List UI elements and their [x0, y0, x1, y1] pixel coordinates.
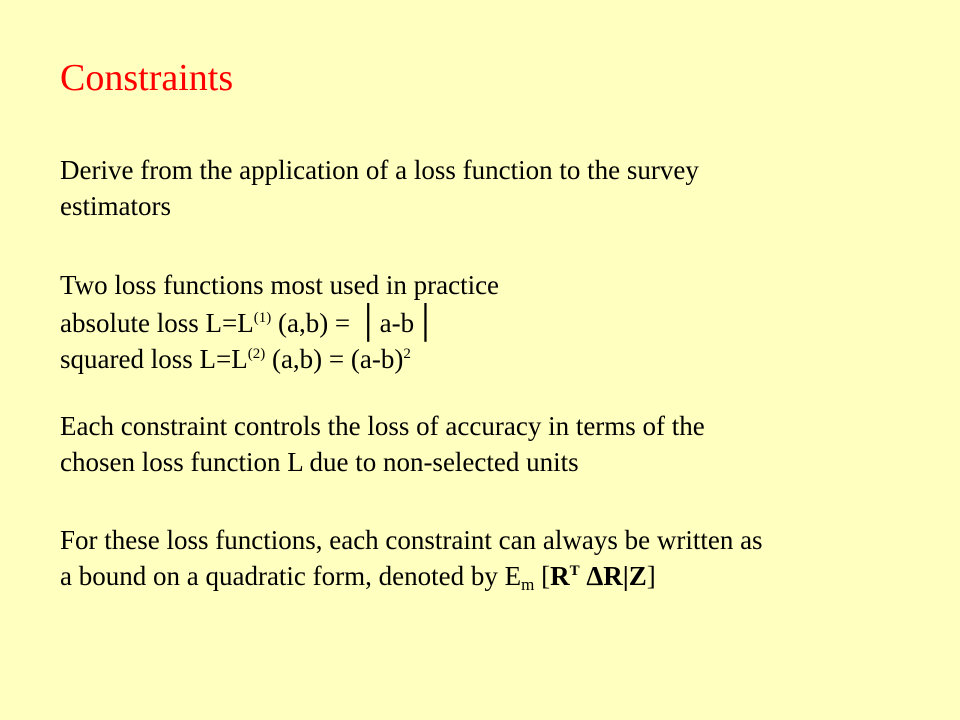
- squared-loss-prefix: squared loss L=L: [60, 344, 248, 374]
- absolute-loss-args: (a,b) =: [271, 308, 357, 338]
- paragraph-loss-functions: [60, 267, 920, 377]
- abs-bar-left: │: [356, 303, 380, 339]
- paragraph-derive-line-2: estimators: [60, 191, 171, 221]
- paragraph-derive: [60, 152, 920, 224]
- absolute-loss-argument: a-b: [379, 308, 415, 338]
- paragraph-derive-line-1: Derive from the application of a loss function to the survey: [60, 155, 699, 185]
- quadratic-form-prefix: a bound on a quadratic form, denoted by E: [60, 561, 522, 591]
- absolute-loss-line: [60, 303, 920, 341]
- each-constraint-line-2: chosen loss function L due to non-selected units: [60, 447, 579, 477]
- transpose-superscript: T: [569, 563, 580, 579]
- abs-bar-right: │: [414, 303, 437, 339]
- squared-exponent: 2: [403, 346, 411, 362]
- matrix-r: R: [550, 561, 570, 591]
- quadratic-expression: ΔR|Z: [579, 561, 647, 591]
- expectation-subscript: m: [521, 575, 535, 594]
- squared-loss-superscript: (2): [247, 346, 266, 362]
- slide-title: Constraints: [60, 57, 234, 99]
- quadratic-form-line-1: For these loss functions, each constraint can always be written as: [60, 525, 763, 555]
- squared-loss-args: (a,b) = (a-b): [265, 344, 404, 374]
- each-constraint-line-1: Each constraint controls the loss of accuracy in terms of the: [60, 411, 705, 441]
- squared-loss-line: [60, 341, 920, 377]
- paragraph-each-constraint: [60, 408, 920, 480]
- bracket-close: ]: [646, 561, 656, 591]
- paragraph-quadratic-form: [60, 522, 920, 594]
- loss-functions-heading: Two loss functions most used in practice: [60, 270, 500, 300]
- bracket-open: [: [534, 561, 551, 591]
- quadratic-form-line-2: [60, 558, 920, 594]
- absolute-loss-prefix: absolute loss L=L: [60, 308, 254, 338]
- absolute-loss-superscript: (1): [253, 310, 272, 326]
